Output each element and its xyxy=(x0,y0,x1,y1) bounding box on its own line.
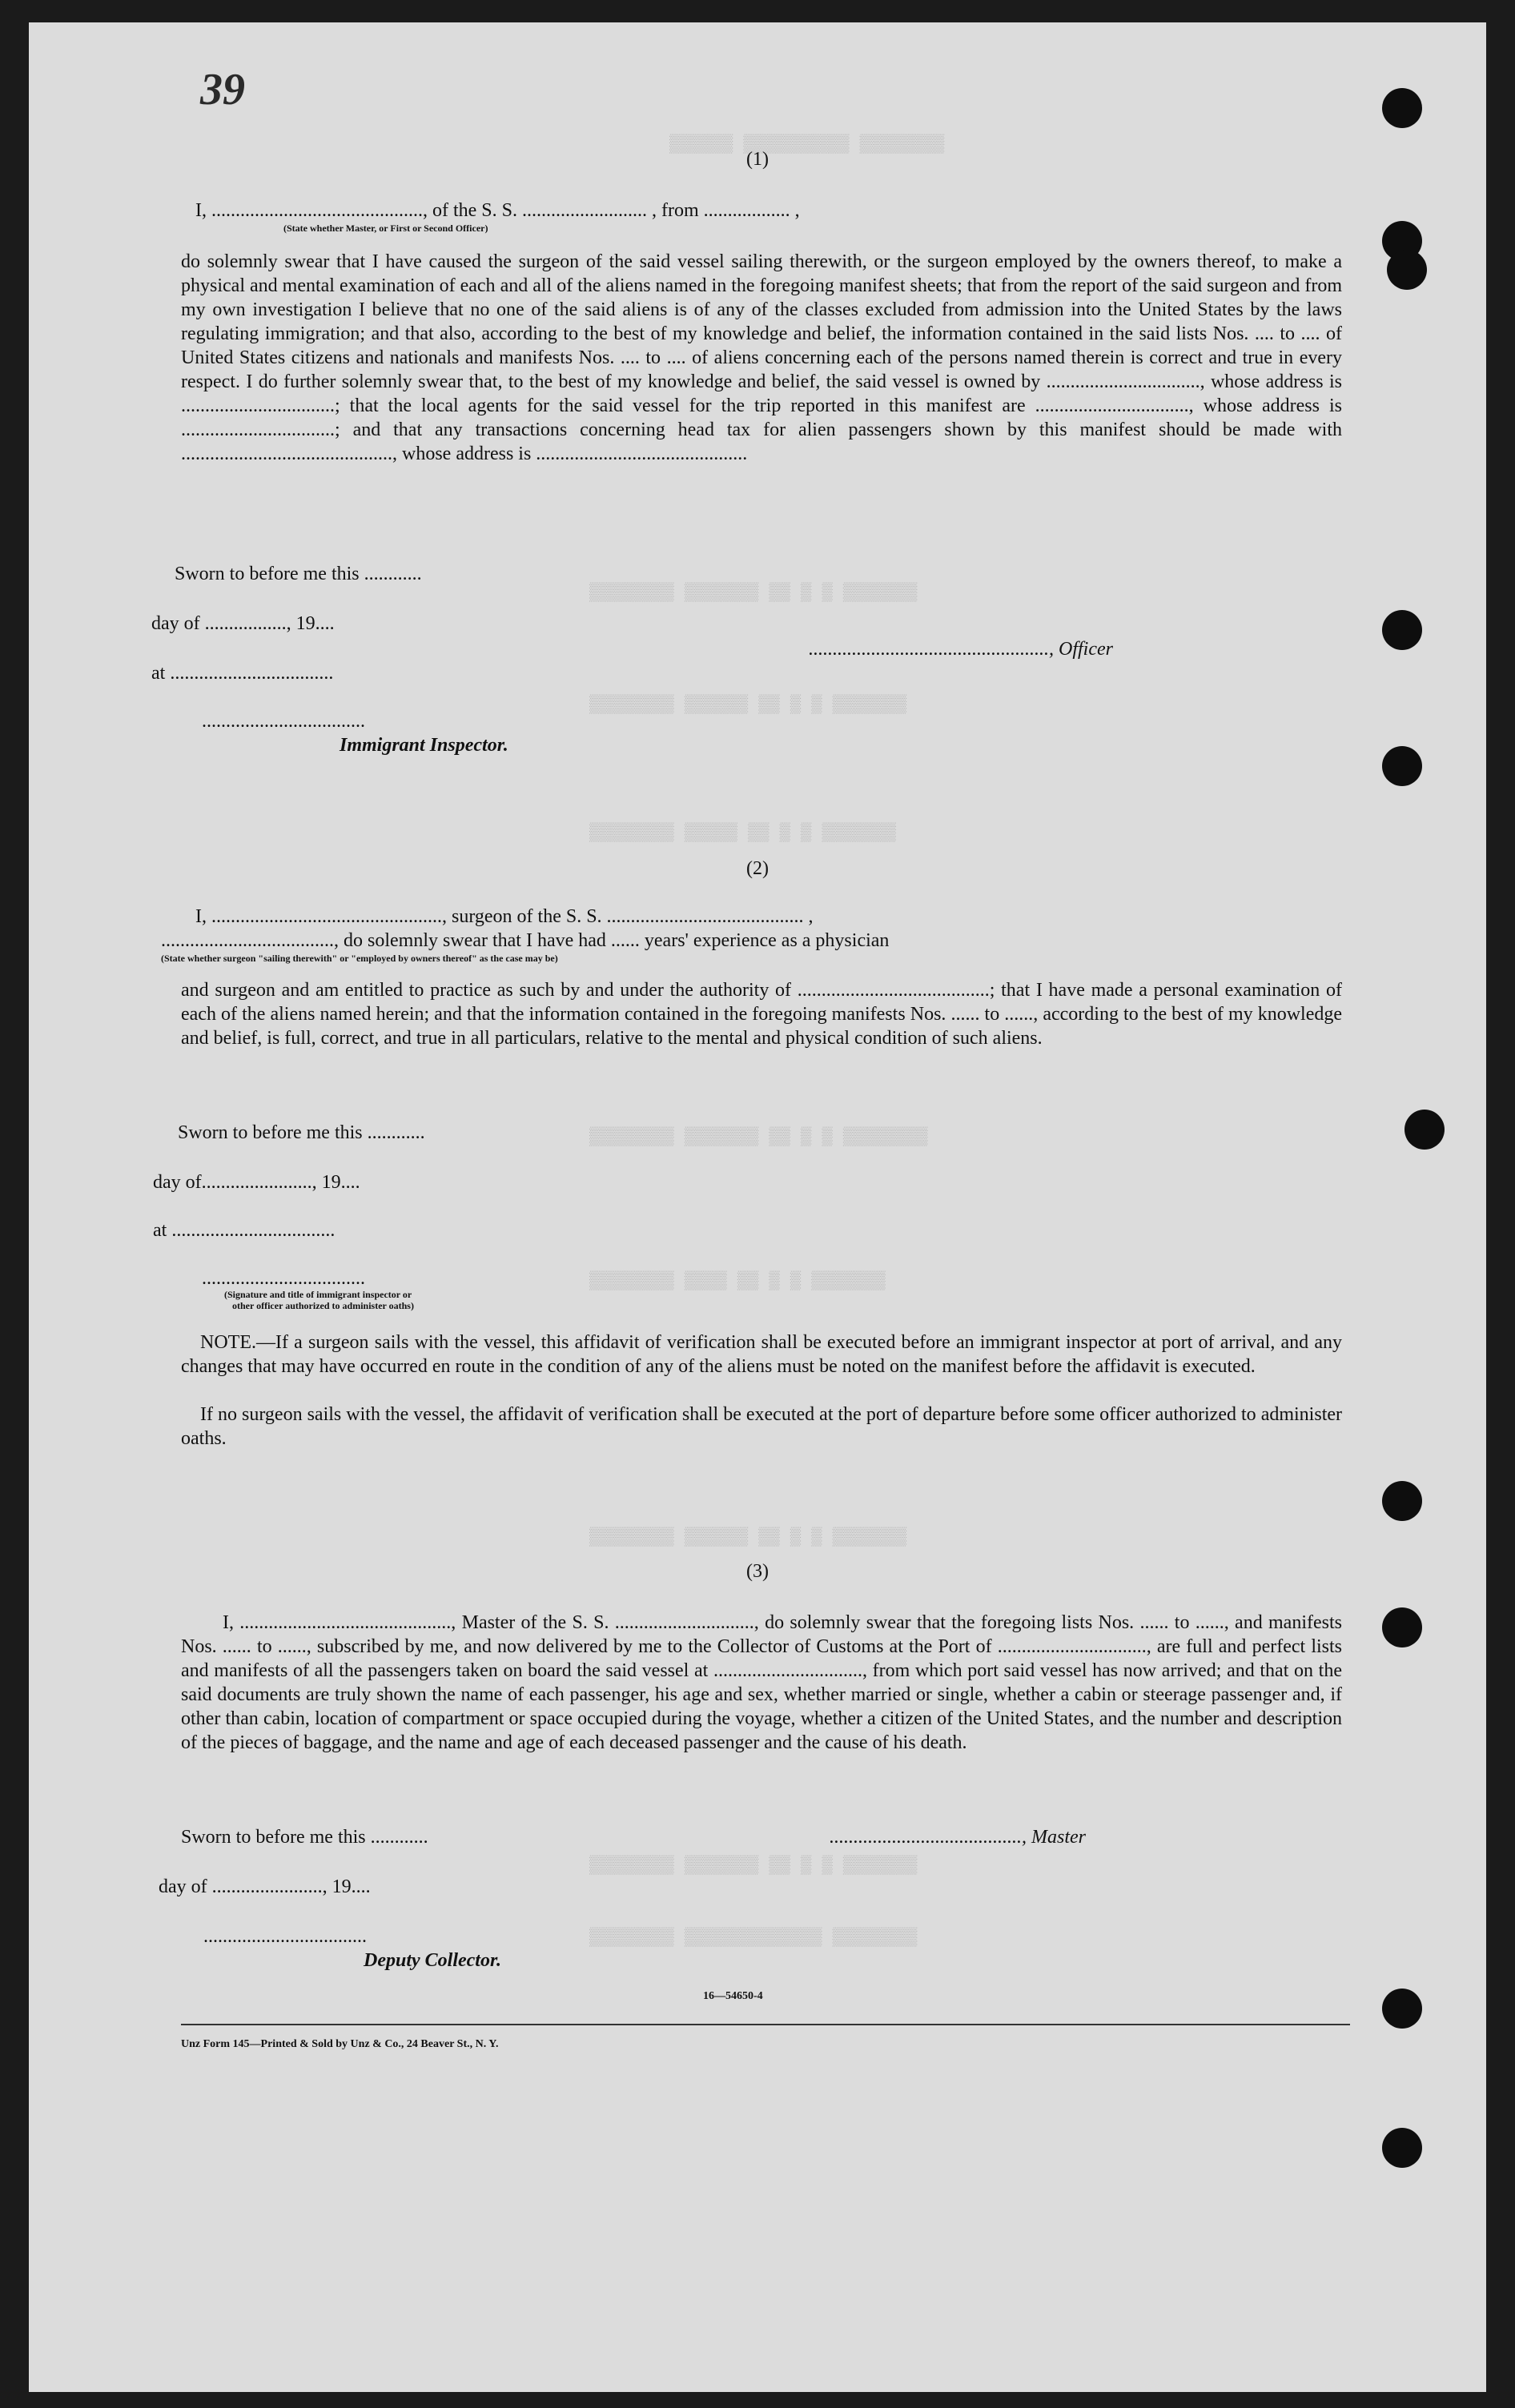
bleed-through-text: ▒▒▒▒▒▒▒▒ ▒▒▒▒ ▒▒ ▒ ▒ ▒▒▒▒▒▒▒ xyxy=(589,1271,886,1291)
section-1-first-line: I, ............................................, of the S. S. .......................... , from .................. , xyxy=(195,200,800,221)
section-2-first-line: I, ................................................, surgeon of the S. S. ......................................... , xyxy=(195,906,814,927)
section-1-role-note: (State whether Master, or First or Second Officer) xyxy=(283,223,488,234)
binder-hole xyxy=(1382,88,1422,128)
section-1-at: at .................................. xyxy=(151,663,334,684)
section-1-day: day of ................., 19.... xyxy=(151,613,335,634)
binder-hole xyxy=(1382,746,1422,786)
section-3-day: day of ......................., 19.... xyxy=(159,1876,371,1897)
binder-hole xyxy=(1382,2128,1422,2168)
bleed-through-text: ▒▒▒▒▒▒▒▒ ▒▒▒▒▒▒▒ ▒▒ ▒ ▒ ▒▒▒▒▒▒▒ xyxy=(589,1856,918,1876)
binder-hole xyxy=(1404,1110,1445,1150)
binder-hole xyxy=(1382,1989,1422,2029)
section-2-number: (2) xyxy=(746,858,769,879)
bleed-through-text: ▒▒▒▒▒▒▒▒ ▒▒▒▒▒▒▒▒▒▒▒▒▒ ▒▒▒▒▒▒▒▒ xyxy=(589,1928,918,1948)
section-3-master: ........................................, Master xyxy=(830,1827,1086,1848)
immigrant-inspector-label: Immigrant Inspector. xyxy=(340,735,508,756)
bleed-through-text: ▒▒▒▒▒▒▒▒ ▒▒▒▒▒▒▒ ▒▒ ▒ ▒ ▒▒▒▒▒▒▒▒ xyxy=(589,1127,928,1147)
section-1-dots: .................................. xyxy=(202,711,365,732)
section-2-day: day of......................., 19.... xyxy=(153,1172,360,1193)
section-2-note-2: If no surgeon sails with the vessel, the affidavit of verification shall be executed at the port of departure before some officer authorized to administer oaths. xyxy=(181,1404,1342,1449)
binder-hole xyxy=(1382,610,1422,650)
section-1-sworn: Sworn to before me this ............ xyxy=(175,564,422,584)
section-2-note: NOTE.—If a surgeon sails with the vessel, this affidavit of verification shall be executed before an immigrant inspector at port of arrival, and any changes that may have occurred en route in the condition of any of the aliens must be noted on the manifest before the affidavit is executed. xyxy=(181,1332,1342,1377)
bleed-through-text: ▒▒▒▒▒▒▒▒ ▒▒▒▒▒▒▒ ▒▒ ▒ ▒ ▒▒▒▒▒▒▒ xyxy=(589,583,918,603)
section-2-role-note: (State whether surgeon "sailing therewith" or "employed by owners thereof" as the case may be) xyxy=(161,953,558,964)
binder-hole xyxy=(1382,1607,1422,1647)
footer-printer-line: Unz Form 145—Printed & Sold by Unz & Co., 24 Beaver St., N. Y. xyxy=(181,2038,499,2050)
section-1-number: (1) xyxy=(746,149,769,170)
section-2-dots: .................................. xyxy=(202,1268,365,1289)
section-2-body: and surgeon and am entitled to practice as such by and under the authority of ........................................; that I have made a personal examination of each of the aliens named herein; and that the information contained in the foregoing manifests Nos. ...... to ......, according to the best of my knowledge and belief, is full, correct, and true in all particulars, relative to the mental and physical condition of such aliens. xyxy=(181,980,1342,1049)
section-3-number: (3) xyxy=(746,1561,769,1582)
deputy-collector-label: Deputy Collector. xyxy=(364,1950,501,1971)
manifest-page xyxy=(29,22,1486,2392)
section-3-dots: .................................. xyxy=(203,1926,367,1947)
binder-hole xyxy=(1387,250,1427,290)
bleed-through-text: ▒▒▒▒▒▒ ▒▒▒▒▒▒▒▒▒▒ ▒▒▒▒▒▒▒▒ xyxy=(669,134,945,155)
section-3-body: I, ............................................, Master of the S. S. ............................., do solemnly swear that the foregoing lists Nos. ...... to ......, and manifests Nos. ...... to ......, subscribed by me, and now delivered by me to the Collector of Customs at the Port of ..............................., are full and perfect lists and manifests of all the passengers taken on board the said vessel at ..............................., from which port said vessel has now arrived; and that on the said documents are truly shown the name of each passenger, his age and sex, whether married or single, whether a cabin or steerage passenger and, if other than cabin, location of compartment or space occupied during the voyage, whether a citizen of the United States, and the number and description of the pieces of baggage, and the name and age of each deceased passenger and the cause of his death. xyxy=(181,1612,1342,1753)
section-2-second-line: ...................................., do solemnly swear that I have had ...... years' experience as a physician xyxy=(161,930,890,951)
section-2-at: at .................................. xyxy=(153,1220,336,1241)
section-3-sworn: Sworn to before me this ............ xyxy=(181,1827,428,1848)
bleed-through-text: ▒▒▒▒▒▒▒▒ ▒▒▒▒▒▒ ▒▒ ▒ ▒ ▒▒▒▒▒▒▒ xyxy=(589,1527,907,1547)
page-number: 39 xyxy=(200,65,245,114)
bleed-through-text: ▒▒▒▒▒▒▒▒ ▒▒▒▒▒▒ ▒▒ ▒ ▒ ▒▒▒▒▒▒▒ xyxy=(589,695,907,715)
section-2-sig-note-2: other officer authorized to administer oaths) xyxy=(232,1300,414,1311)
binder-hole xyxy=(1382,1481,1422,1521)
section-2-sig-note-1: (Signature and title of immigrant inspector or xyxy=(224,1289,412,1300)
footer-rule xyxy=(181,2024,1350,2025)
section-2-sworn: Sworn to before me this ............ xyxy=(178,1122,425,1143)
section-1-body: do solemnly swear that I have caused the surgeon of the said vessel sailing therewith, or the surgeon employed by the owners thereof, to make a physical and mental examination of each and all of the aliens named in the foregoing manifest sheets; that from the report of the said surgeon and from my own investigation I believe that no one of the said aliens is of any of the classes excluded from admission into the United States by the laws regulating immigration; and that also, according to the best of my knowledge and belief, the information contained in the said lists Nos. .... to .... of United States citizens and nationals and manifests Nos. .... to .... of aliens concerning each of the persons named therein is correct and true in every respect. I do further solemnly swear that, to the best of my knowledge and belief, the said vessel is owned by ................................, whose address is ................................; that the local agents for the said vessel for the trip reported in this manifest are ................................, whose address is ................................; and that any transactions concerning head tax for alien passengers shown by this manifest should be made with ............................................, whose address is ............................................ xyxy=(181,251,1342,464)
form-code: 16—54650-4 xyxy=(703,1990,763,2002)
section-1-officer: .................................................., Officer xyxy=(809,639,1113,660)
bleed-through-text: ▒▒▒▒▒▒▒▒ ▒▒▒▒▒ ▒▒ ▒ ▒ ▒▒▒▒▒▒▒ xyxy=(589,823,896,843)
